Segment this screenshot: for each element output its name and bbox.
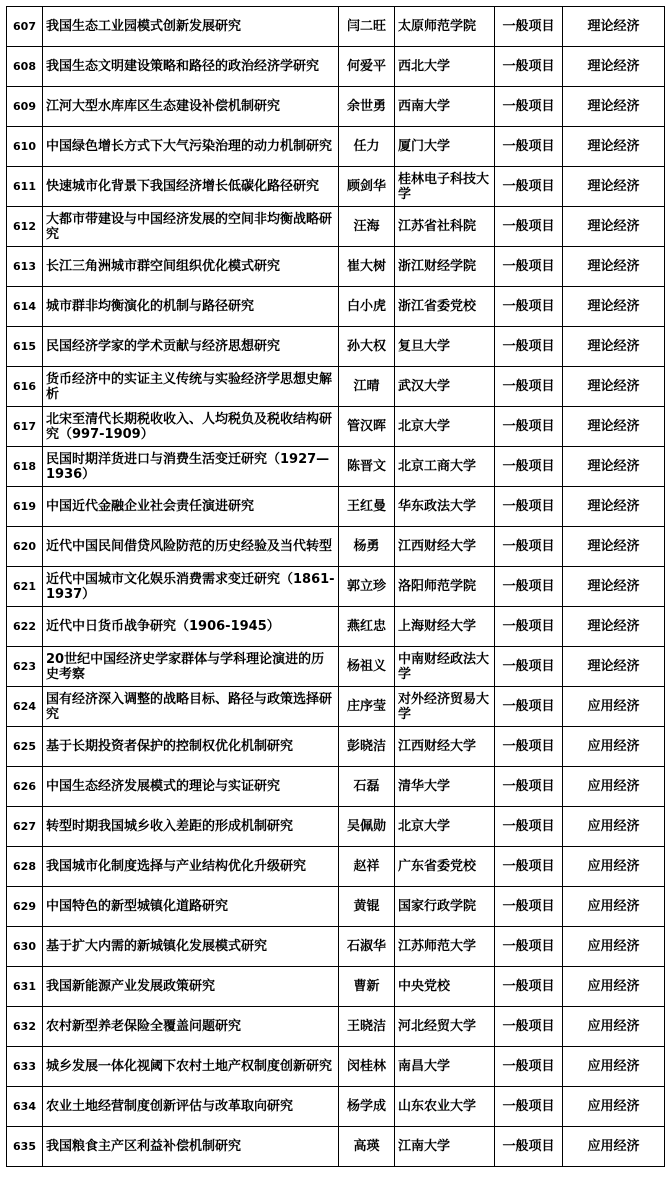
project-category: 一般项目 (495, 887, 563, 927)
project-title: 近代中国城市文化娱乐消费需求变迁研究（1861-1937） (43, 567, 339, 607)
principal-investigator: 郭立珍 (339, 567, 395, 607)
institution: 中央党校 (395, 967, 495, 1007)
project-category: 一般项目 (495, 1127, 563, 1167)
principal-investigator: 赵祥 (339, 847, 395, 887)
principal-investigator: 庄序莹 (339, 687, 395, 727)
discipline: 理论经济 (563, 367, 665, 407)
row-number: 635 (7, 1127, 43, 1167)
principal-investigator: 彭晓洁 (339, 727, 395, 767)
principal-investigator: 杨勇 (339, 527, 395, 567)
project-table (6, 6, 665, 1167)
institution: 南昌大学 (395, 1047, 495, 1087)
institution: 北京大学 (395, 407, 495, 447)
principal-investigator: 白小虎 (339, 287, 395, 327)
table-row (7, 967, 665, 1007)
project-category: 一般项目 (495, 47, 563, 87)
project-title: 国有经济深入调整的战略目标、路径与政策选择研究 (43, 687, 339, 727)
row-number: 620 (7, 527, 43, 567)
project-category: 一般项目 (495, 7, 563, 47)
principal-investigator: 石磊 (339, 767, 395, 807)
discipline: 理论经济 (563, 647, 665, 687)
institution: 复旦大学 (395, 327, 495, 367)
row-number: 611 (7, 167, 43, 207)
table-row (7, 487, 665, 527)
table-row (7, 647, 665, 687)
project-category: 一般项目 (495, 287, 563, 327)
principal-investigator: 黄锟 (339, 887, 395, 927)
project-title: 中国特色的新型城镇化道路研究 (43, 887, 339, 927)
principal-investigator: 余世勇 (339, 87, 395, 127)
institution: 清华大学 (395, 767, 495, 807)
project-title: 我国生态文明建设策略和路径的政治经济学研究 (43, 47, 339, 87)
project-title: 大都市带建设与中国经济发展的空间非均衡战略研究 (43, 207, 339, 247)
project-category: 一般项目 (495, 487, 563, 527)
principal-investigator: 汪海 (339, 207, 395, 247)
project-title: 城乡发展一体化视阈下农村土地产权制度创新研究 (43, 1047, 339, 1087)
discipline: 应用经济 (563, 967, 665, 1007)
project-category: 一般项目 (495, 567, 563, 607)
discipline: 理论经济 (563, 567, 665, 607)
project-category: 一般项目 (495, 927, 563, 967)
discipline: 应用经济 (563, 847, 665, 887)
project-category: 一般项目 (495, 1047, 563, 1087)
project-category: 一般项目 (495, 967, 563, 1007)
project-title: 城市群非均衡演化的机制与路径研究 (43, 287, 339, 327)
project-title: 中国生态经济发展模式的理论与实证研究 (43, 767, 339, 807)
table-body (7, 7, 665, 1167)
row-number: 625 (7, 727, 43, 767)
principal-investigator: 任力 (339, 127, 395, 167)
project-category: 一般项目 (495, 1087, 563, 1127)
project-title: 我国粮食主产区利益补偿机制研究 (43, 1127, 339, 1167)
principal-investigator: 高瑛 (339, 1127, 395, 1167)
project-title: 农业土地经营制度创新评估与改革取向研究 (43, 1087, 339, 1127)
project-category: 一般项目 (495, 527, 563, 567)
row-number: 618 (7, 447, 43, 487)
institution: 江西财经大学 (395, 527, 495, 567)
institution: 江南大学 (395, 1127, 495, 1167)
principal-investigator: 王红曼 (339, 487, 395, 527)
project-title: 农村新型养老保险全覆盖问题研究 (43, 1007, 339, 1047)
row-number: 627 (7, 807, 43, 847)
project-category: 一般项目 (495, 847, 563, 887)
discipline: 理论经济 (563, 487, 665, 527)
institution: 江西财经大学 (395, 727, 495, 767)
table-row (7, 767, 665, 807)
institution: 山东农业大学 (395, 1087, 495, 1127)
discipline: 理论经济 (563, 327, 665, 367)
row-number: 608 (7, 47, 43, 87)
table-row (7, 807, 665, 847)
row-number: 612 (7, 207, 43, 247)
principal-investigator: 顾剑华 (339, 167, 395, 207)
table-row (7, 167, 665, 207)
discipline: 理论经济 (563, 87, 665, 127)
discipline: 理论经济 (563, 47, 665, 87)
table-row (7, 687, 665, 727)
project-category: 一般项目 (495, 607, 563, 647)
discipline: 理论经济 (563, 167, 665, 207)
institution: 江苏师范大学 (395, 927, 495, 967)
table-row (7, 207, 665, 247)
project-title: 中国近代金融企业社会责任演进研究 (43, 487, 339, 527)
discipline: 应用经济 (563, 887, 665, 927)
project-title: 货币经济中的实证主义传统与实验经济学思想史解析 (43, 367, 339, 407)
project-title: 近代中日货币战争研究（1906-1945） (43, 607, 339, 647)
discipline: 应用经济 (563, 767, 665, 807)
table-row (7, 7, 665, 47)
institution: 广东省委党校 (395, 847, 495, 887)
project-title: 近代中国民间借贷风险防范的历史经验及当代转型 (43, 527, 339, 567)
institution: 北京工商大学 (395, 447, 495, 487)
project-title: 民国经济学家的学术贡献与经济思想研究 (43, 327, 339, 367)
row-number: 624 (7, 687, 43, 727)
discipline: 应用经济 (563, 727, 665, 767)
row-number: 617 (7, 407, 43, 447)
table-row (7, 607, 665, 647)
project-category: 一般项目 (495, 687, 563, 727)
project-title: 转型时期我国城乡收入差距的形成机制研究 (43, 807, 339, 847)
institution: 西北大学 (395, 47, 495, 87)
discipline: 理论经济 (563, 287, 665, 327)
discipline: 应用经济 (563, 927, 665, 967)
institution: 武汉大学 (395, 367, 495, 407)
institution: 厦门大学 (395, 127, 495, 167)
row-number: 610 (7, 127, 43, 167)
table-row (7, 567, 665, 607)
table-row (7, 1087, 665, 1127)
project-category: 一般项目 (495, 447, 563, 487)
table-row (7, 447, 665, 487)
row-number: 613 (7, 247, 43, 287)
row-number: 614 (7, 287, 43, 327)
institution: 华东政法大学 (395, 487, 495, 527)
table-row (7, 247, 665, 287)
project-category: 一般项目 (495, 327, 563, 367)
principal-investigator: 闫二旺 (339, 7, 395, 47)
row-number: 629 (7, 887, 43, 927)
principal-investigator: 曹新 (339, 967, 395, 1007)
row-number: 631 (7, 967, 43, 1007)
project-category: 一般项目 (495, 207, 563, 247)
project-title: 长江三角洲城市群空间组织优化模式研究 (43, 247, 339, 287)
row-number: 621 (7, 567, 43, 607)
table-row (7, 1047, 665, 1087)
discipline: 理论经济 (563, 207, 665, 247)
institution: 浙江省委党校 (395, 287, 495, 327)
principal-investigator: 石淑华 (339, 927, 395, 967)
principal-investigator: 崔大树 (339, 247, 395, 287)
project-category: 一般项目 (495, 247, 563, 287)
institution: 中南财经政法大学 (395, 647, 495, 687)
project-category: 一般项目 (495, 807, 563, 847)
principal-investigator: 燕红忠 (339, 607, 395, 647)
row-number: 609 (7, 87, 43, 127)
row-number: 619 (7, 487, 43, 527)
project-title: 快速城市化背景下我国经济增长低碳化路径研究 (43, 167, 339, 207)
discipline: 理论经济 (563, 527, 665, 567)
row-number: 633 (7, 1047, 43, 1087)
project-title: 中国绿色增长方式下大气污染治理的动力机制研究 (43, 127, 339, 167)
discipline: 理论经济 (563, 447, 665, 487)
principal-investigator: 管汉晖 (339, 407, 395, 447)
discipline: 理论经济 (563, 607, 665, 647)
principal-investigator: 王晓洁 (339, 1007, 395, 1047)
table-row (7, 927, 665, 967)
project-category: 一般项目 (495, 87, 563, 127)
project-category: 一般项目 (495, 647, 563, 687)
table-row (7, 87, 665, 127)
project-category: 一般项目 (495, 1007, 563, 1047)
principal-investigator: 何爱平 (339, 47, 395, 87)
principal-investigator: 孙大权 (339, 327, 395, 367)
institution: 河北经贸大学 (395, 1007, 495, 1047)
table-row (7, 287, 665, 327)
table-row (7, 847, 665, 887)
project-title: 江河大型水库库区生态建设补偿机制研究 (43, 87, 339, 127)
discipline: 理论经济 (563, 407, 665, 447)
principal-investigator: 闵桂林 (339, 1047, 395, 1087)
institution: 桂林电子科技大学 (395, 167, 495, 207)
discipline: 理论经济 (563, 127, 665, 167)
row-number: 626 (7, 767, 43, 807)
project-title: 我国生态工业园模式创新发展研究 (43, 7, 339, 47)
project-category: 一般项目 (495, 367, 563, 407)
institution: 江苏省社科院 (395, 207, 495, 247)
row-number: 630 (7, 927, 43, 967)
table-row (7, 47, 665, 87)
row-number: 616 (7, 367, 43, 407)
row-number: 632 (7, 1007, 43, 1047)
project-title: 基于长期投资者保护的控制权优化机制研究 (43, 727, 339, 767)
project-category: 一般项目 (495, 167, 563, 207)
project-category: 一般项目 (495, 407, 563, 447)
project-category: 一般项目 (495, 767, 563, 807)
institution: 上海财经大学 (395, 607, 495, 647)
project-title: 民国时期洋货进口与消费生活变迁研究（1927—1936） (43, 447, 339, 487)
row-number: 615 (7, 327, 43, 367)
row-number: 607 (7, 7, 43, 47)
table-row (7, 127, 665, 167)
table-row (7, 727, 665, 767)
institution: 北京大学 (395, 807, 495, 847)
table-row (7, 527, 665, 567)
project-title: 基于扩大内需的新城镇化发展模式研究 (43, 927, 339, 967)
discipline: 应用经济 (563, 1047, 665, 1087)
discipline: 理论经济 (563, 247, 665, 287)
institution: 国家行政学院 (395, 887, 495, 927)
table-row (7, 1127, 665, 1167)
discipline: 应用经济 (563, 1087, 665, 1127)
principal-investigator: 杨学成 (339, 1087, 395, 1127)
institution: 浙江财经学院 (395, 247, 495, 287)
project-title: 北宋至清代长期税收收入、人均税负及税收结构研究（997-1909） (43, 407, 339, 447)
row-number: 628 (7, 847, 43, 887)
row-number: 634 (7, 1087, 43, 1127)
project-title: 我国城市化制度选择与产业结构优化升级研究 (43, 847, 339, 887)
institution: 对外经济贸易大学 (395, 687, 495, 727)
principal-investigator: 吴佩勋 (339, 807, 395, 847)
table-row (7, 407, 665, 447)
discipline: 应用经济 (563, 687, 665, 727)
discipline: 理论经济 (563, 7, 665, 47)
discipline: 应用经济 (563, 1127, 665, 1167)
table-row (7, 1007, 665, 1047)
institution: 西南大学 (395, 87, 495, 127)
institution: 太原师范学院 (395, 7, 495, 47)
principal-investigator: 江晴 (339, 367, 395, 407)
table-row (7, 367, 665, 407)
table-row (7, 887, 665, 927)
project-title: 我国新能源产业发展政策研究 (43, 967, 339, 1007)
project-category: 一般项目 (495, 127, 563, 167)
row-number: 623 (7, 647, 43, 687)
principal-investigator: 陈晋文 (339, 447, 395, 487)
discipline: 应用经济 (563, 1007, 665, 1047)
project-category: 一般项目 (495, 727, 563, 767)
principal-investigator: 杨祖义 (339, 647, 395, 687)
project-title: 20世纪中国经济史学家群体与学科理论演进的历史考察 (43, 647, 339, 687)
row-number: 622 (7, 607, 43, 647)
institution: 洛阳师范学院 (395, 567, 495, 607)
discipline: 应用经济 (563, 807, 665, 847)
table-row (7, 327, 665, 367)
